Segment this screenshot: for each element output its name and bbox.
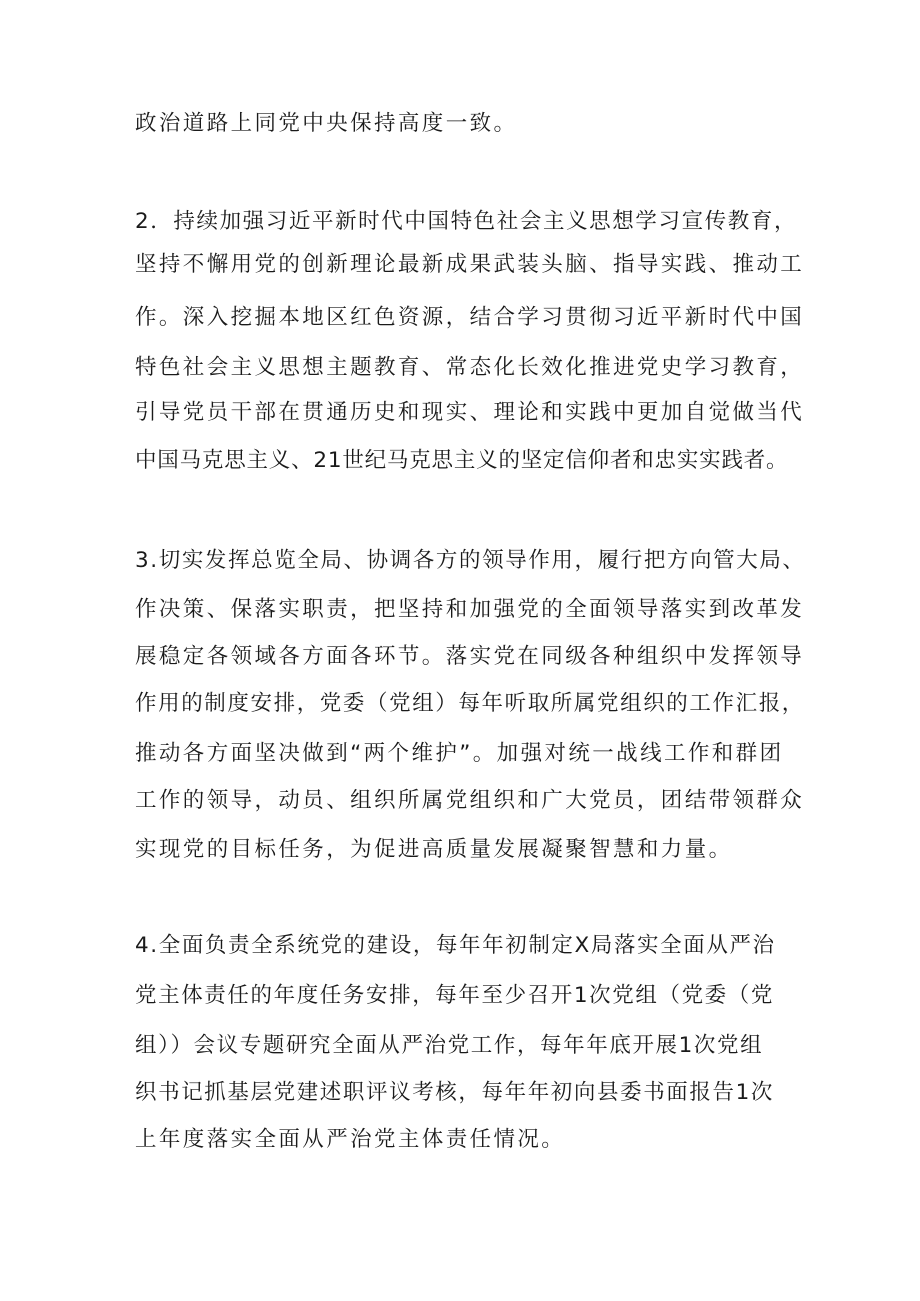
paragraph-2-line-6: 中国马克思主义、21世纪马克思主义的坚定信仰者和忠实实践者。 [135, 448, 789, 473]
paragraph-2-line-4: 特色社会主义思想主题教育、常态化长效化推进党史学习教育， [135, 355, 805, 380]
paragraph-2-line-3: 作。深入挖掘本地区红色资源，结合学习贯彻习近平新时代中国 [135, 305, 805, 330]
paragraph-3-line-2: 作决策、保落实职责，把坚持和加强党的全面领导落实到改革发 [135, 597, 805, 622]
paragraph-3-line-4: 作用的制度安排，党委（党组）每年听取所属党组织的工作汇报， [135, 691, 805, 716]
paragraph-3-line-6: 工作的领导，动员、组织所属党组织和广大党员，团结带领群众 [135, 788, 805, 813]
paragraph-1-line-1: 政治道路上同党中央保持高度一致。 [135, 111, 518, 136]
paragraph-2-line-5: 引导党员干部在贯通历史和现实、理论和实践中更加自觉做当代 [135, 400, 805, 425]
paragraph-2-line-2: 坚持不懈用党的创新理论最新成果武装头脑、指导实践、推动工 [135, 252, 805, 277]
paragraph-3-line-7: 实现党的目标任务，为促进高质量发展凝聚智慧和力量。 [135, 837, 733, 862]
paragraph-4-line-2: 党主体责任的年度任务安排，每年至少召开1次党组（党委（党 [135, 983, 774, 1008]
paragraph-4-line-3: 组））会议专题研究全面从严治党工作，每年年底开展1次党组 [135, 1033, 764, 1058]
paragraph-2-line-1: 2．持续加强习近平新时代中国特色社会主义思想学习宣传教育， [135, 209, 798, 234]
paragraph-3-line-5: 推动各方面坚决做到“两个维护”。加强对统一战线工作和群团 [135, 741, 784, 766]
paragraph-3-line-1: 3.切实发挥总览全局、协调各方的领导作用，履行把方向管大局、 [135, 548, 806, 573]
paragraph-4-line-1: 4.全面负责全系统党的建设，每年年初制定X局落实全面从严治 [135, 933, 776, 958]
paragraph-4-line-5: 上年度落实全面从严治党主体责任情况。 [135, 1127, 566, 1152]
paragraph-4-line-4: 织书记抓基层党建述职评议考核，每年年初向县委书面报告1次 [135, 1080, 774, 1105]
paragraph-3-line-3: 展稳定各领域各方面各环节。落实党在同级各种组织中发挥领导 [135, 644, 805, 669]
